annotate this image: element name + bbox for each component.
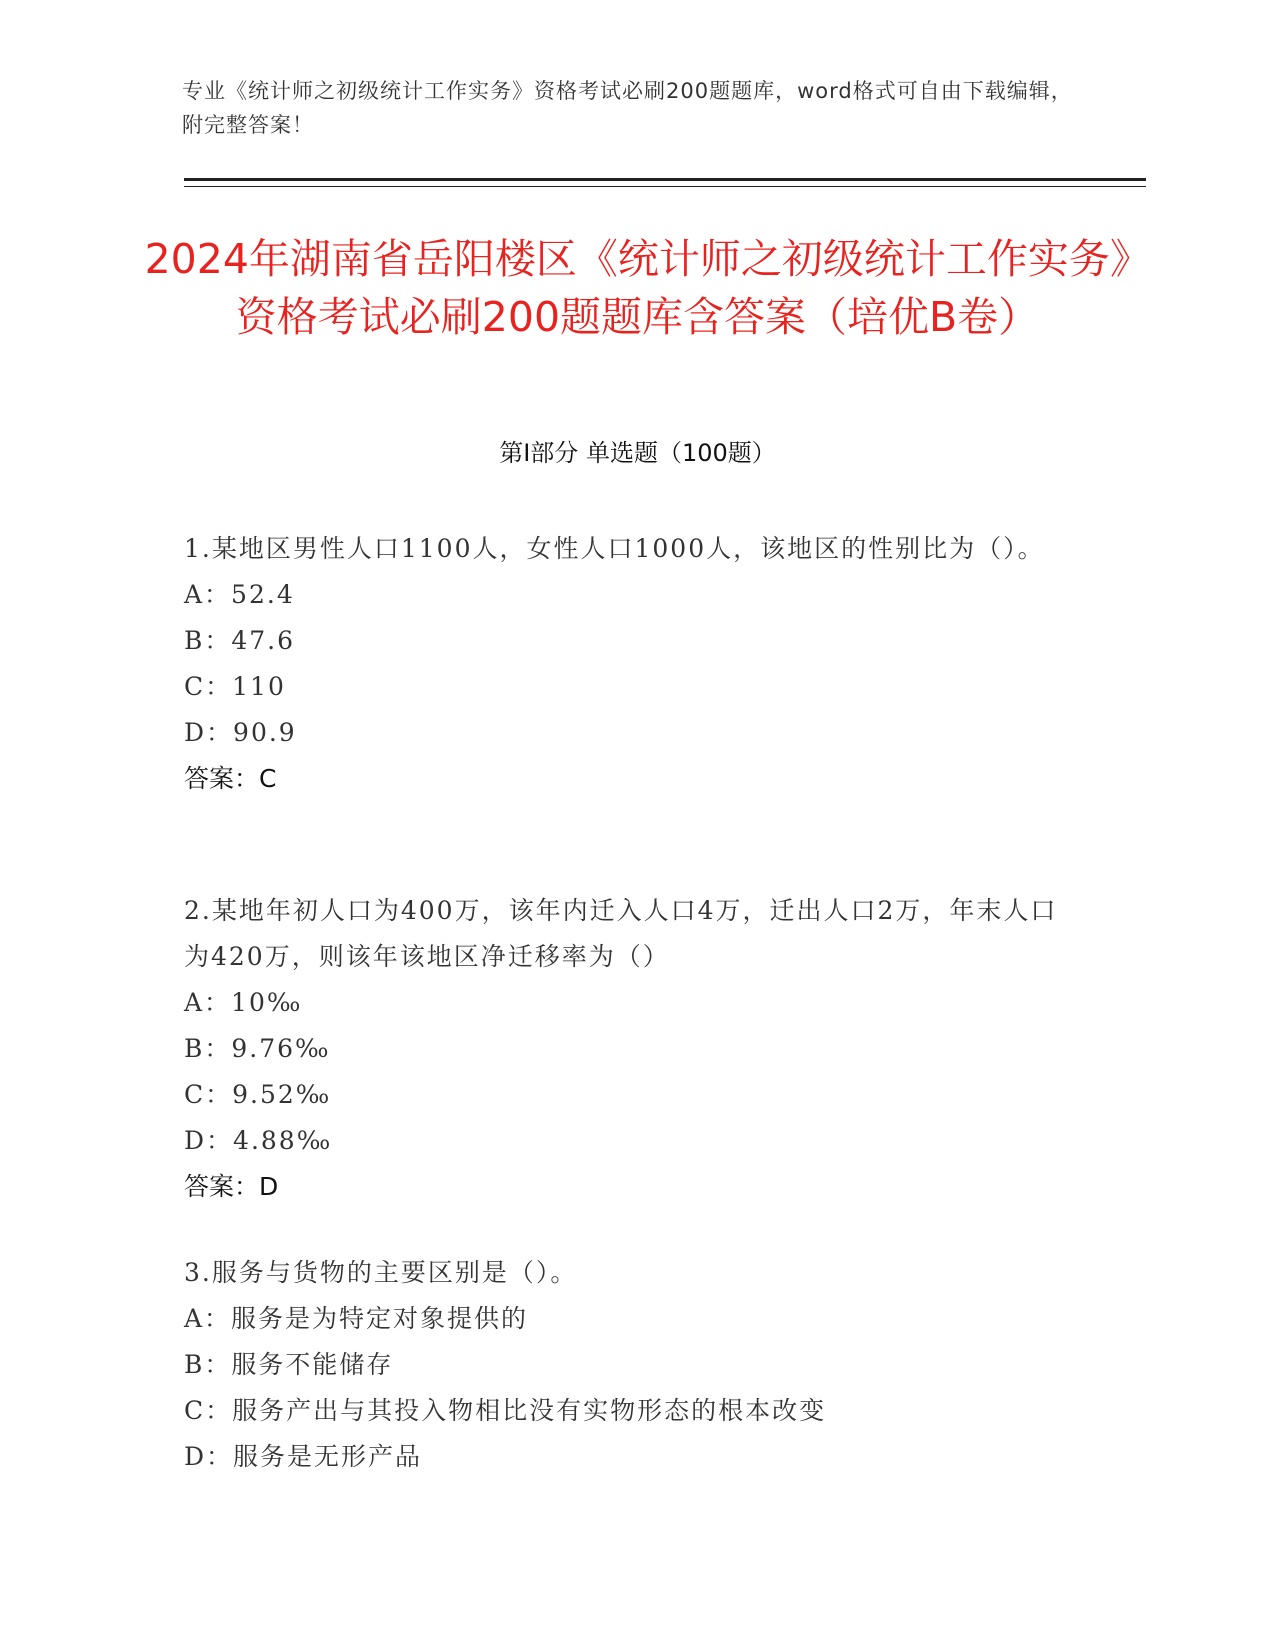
option-b: B：9.76‰ [184,1034,331,1063]
option-a: A：52.4 [184,580,295,609]
answer: 答案：C [184,764,277,793]
option-b: B：47.6 [184,626,296,655]
section-heading: 第Ⅰ部分 单选题（100题） [499,439,776,467]
question-stem: 1.某地区男性人口1100人，女性人口1000人，该地区的性别比为（）。 [184,534,1045,563]
question-1 [184,526,1064,802]
option-d: D：服务是无形产品 [184,1442,423,1471]
option-c: C：110 [184,672,286,701]
question-2 [184,888,1064,1210]
option-d: D：90.9 [184,718,297,747]
question-stem: 2.某地年初人口为400万，该年内迁入人口4万，迁出人口2万，年末人口为420万，则该年该地区净迁移率为（） [184,896,1058,971]
answer: 答案：D [184,1172,279,1201]
option-d: D：4.88‰ [184,1126,333,1155]
option-a: A：服务是为特定对象提供的 [184,1304,529,1333]
option-b: B：服务不能储存 [184,1350,394,1379]
header-rule-thin [184,186,1146,187]
question-stem: 3.服务与货物的主要区别是（）。 [184,1258,578,1287]
option-a: A：10‰ [184,988,303,1017]
document-title: 2024年湖南省岳阳楼区《统计师之初级统计工作实务》资格考试必刷200题题库含答案（培优B卷） [144,235,1131,341]
option-c: C：服务产出与其投入物相比没有实物形态的根本改变 [184,1396,827,1425]
header-note: 专业《统计师之初级统计工作实务》资格考试必刷200题题库，word格式可自由下载编辑，附完整答案！ [182,79,1073,137]
header-rule-thick [184,178,1146,181]
question-3 [184,1250,1064,1480]
option-c: C：9.52‰ [184,1080,332,1109]
